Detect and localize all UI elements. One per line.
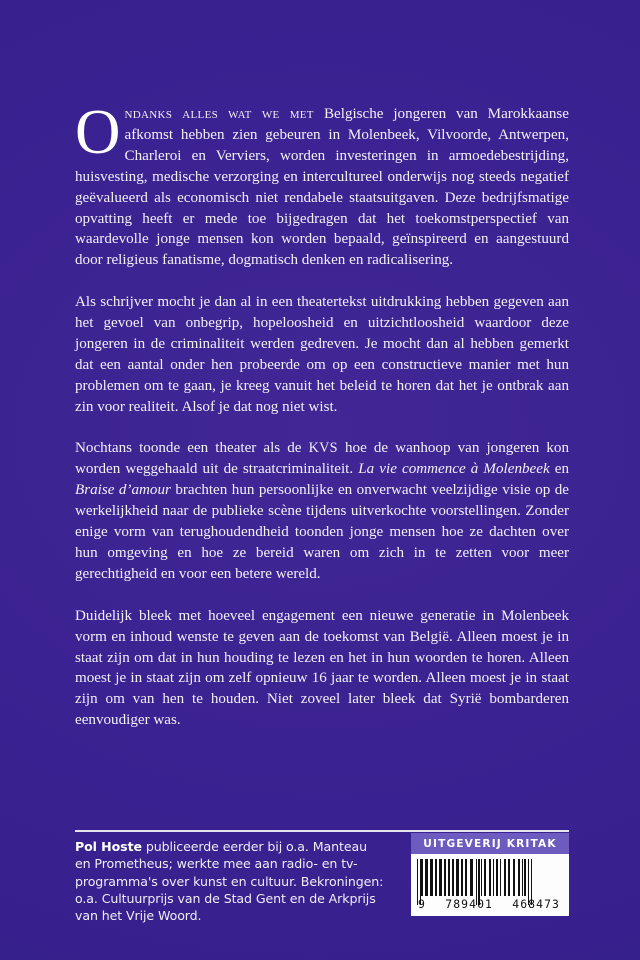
paragraph-3-conjunction: en	[549, 461, 570, 478]
barcode-bars	[417, 859, 563, 896]
author-bio-text: publiceerde eerder bij o.a. Manteau en Prometheus; werkte mee aan radio- en tv-programma's over kunst en cultuur. Bekroningen: o.a. Cultuurprijs van de Stad Gent en de Arkprijs van het Vrije Woord.	[75, 839, 384, 924]
blurb-paragraph-1	[75, 97, 569, 271]
barcode	[411, 854, 569, 916]
paragraph-3-lead: Nochtans toonde een theater als de	[75, 440, 309, 457]
barcode-digit-group-1: 9	[418, 897, 426, 911]
publisher-barcode-block	[411, 833, 569, 916]
blurb-paragraph-4	[75, 606, 569, 731]
drop-cap-letter: O	[75, 97, 121, 167]
barcode-digits	[417, 897, 563, 911]
blurb-paragraph-3	[75, 438, 569, 584]
barcode-digit-group-2: 789401	[445, 897, 493, 911]
paragraph-3-mid: hoe de wanhoop van jongeren kon worden weggehaald uit de straatcriminaliteit.	[75, 440, 569, 478]
paragraph-3-tail: brachten hun persoonlijke en onverwacht veelzijdige visie op de werkelijkheid naar de publieke scène tijdens uitverkochte voorstellingen. Zonder enige vorm van terughoudendheid toonden jonge mensen hoe ze dachten over hun omgeving en hoe ze bereid waren om zich in te zetten voor meer gerechtigheid en voor een betere wereld.	[75, 482, 570, 582]
author-bio	[75, 838, 385, 924]
kvs-abbreviation: KVS	[308, 440, 338, 457]
blurb-paragraph-2	[75, 292, 569, 417]
publisher-banner	[411, 833, 569, 854]
barcode-digit-group-3: 468473	[512, 897, 560, 911]
paragraph-4-body: Duidelijk bleek met hoeveel engagement een nieuwe generatie in Molenbeek vorm en inhoud wenste te geven aan de toekomst van België. Alleen moest je in staat zijn om dat in hun houding te lezen en het in hun woorden te horen. Alleen moest je in staat zijn om zelf opnieuw 16 jaar te worden. Alleen moest je in staat zijn om van hen te houden. Niet zoveel later bleek dat Syrië bombarderen eenvoudiger was.	[75, 607, 569, 729]
author-name: Pol Hoste	[75, 839, 142, 854]
play-title-1: La vie commence à Molenbeek	[358, 461, 550, 478]
play-title-2: Braise d’amour	[75, 482, 171, 499]
horizontal-divider	[75, 830, 569, 832]
small-caps-opening: ndanks alles wat we met	[124, 106, 324, 122]
paragraph-2-body: Als schrijver mocht je dan al in een theatertekst uitdrukking hebben gegeven aan het gevoel van onbegrip, hopeloosheid en uitzichtloosheid waardoor deze jongeren in de criminaliteit werden gedreven. Je mocht dan al hebben gemerkt dat een aantal onder hen probeerde om op een constructieve manier met hun problemen om te gaan, je kreeg vanuit het beleid te horen dat het je ontbrak aan zin voor realiteit. Alsof je dat nog niet wist.	[75, 294, 569, 415]
publisher-name: UITGEVERIJ KRITAK	[423, 837, 557, 850]
blurb-text	[75, 97, 570, 731]
paragraph-1-body: Belgische jongeren van Marokkaanse afkomst hebben zien gebeuren in Molenbeek, Vilvoorde, Antwerpen, Charleroi en Verviers, worden investeringen in armoedebestrijding, huisvesting, medische verzorging en intercultureel onderwijs nog steeds negatief geëvalueerd als economisch niet rendabele staatsuitgaven. Deze bedrijfsmatige opvatting heeft er mede toe bijgedragen dat het toekomstperspectief van waardevolle jonge mensen kon worden bepaald, geïnspireerd en aangestuurd door religieus fanatisme, dogmatisch denken en radicalisering.	[75, 106, 569, 269]
